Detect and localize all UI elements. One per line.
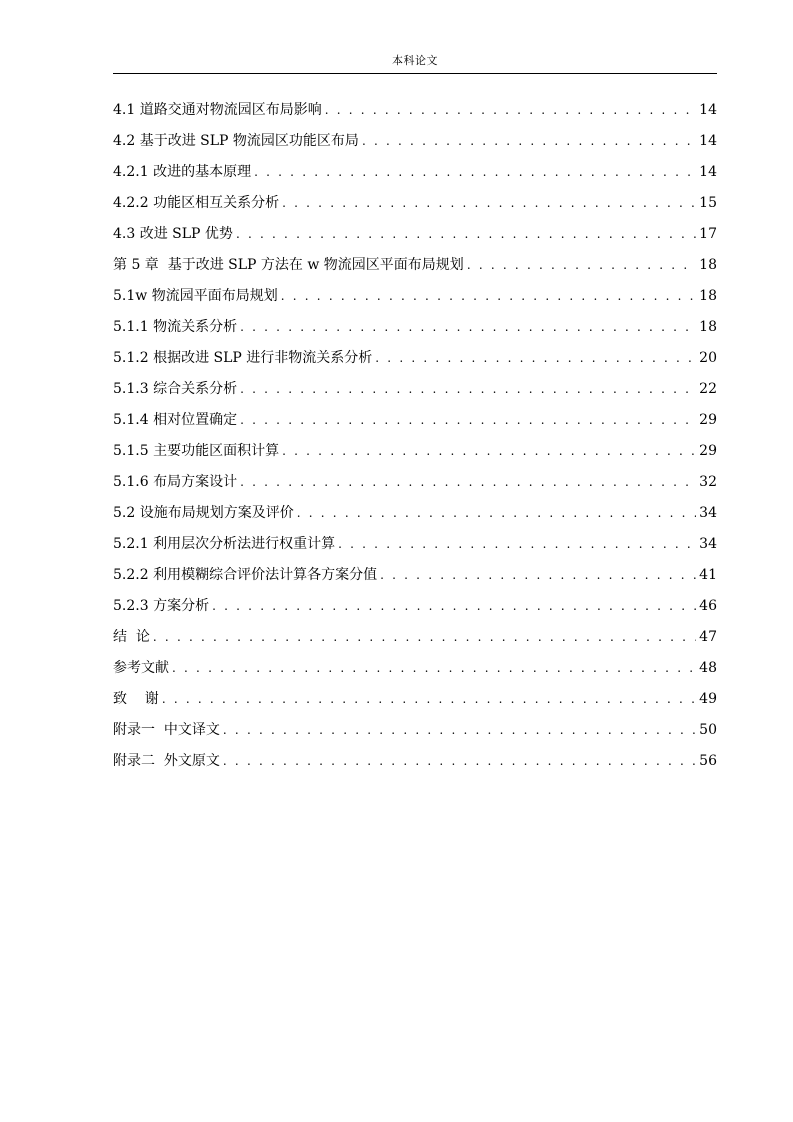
toc-entry-title: 5.1.1 物流关系分析 xyxy=(113,319,238,335)
toc-dot-leader xyxy=(297,501,696,525)
toc-entry[interactable] xyxy=(113,749,717,780)
toc-entry[interactable] xyxy=(113,160,717,191)
toc-dot-leader xyxy=(172,656,696,680)
toc-entry[interactable] xyxy=(113,594,717,625)
toc-dot-leader xyxy=(236,222,696,246)
toc-dot-leader xyxy=(240,377,696,401)
toc-dot-leader xyxy=(240,408,696,432)
toc-entry-page-number: 34 xyxy=(699,505,717,521)
toc-dot-leader xyxy=(325,98,696,122)
toc-dot-leader xyxy=(375,346,696,370)
toc-entry-page-number: 17 xyxy=(699,226,717,242)
toc-entry[interactable] xyxy=(113,470,717,501)
toc-dot-leader xyxy=(380,563,696,587)
toc-entry[interactable] xyxy=(113,129,717,160)
toc-entry[interactable] xyxy=(113,191,717,222)
toc-entry-title: 致 谢 xyxy=(113,691,159,707)
toc-entry-title: 5.2.1 利用层次分析法进行权重计算 xyxy=(113,536,336,552)
toc-dot-leader xyxy=(282,439,696,463)
table-of-contents xyxy=(113,98,717,780)
toc-entry-title: 4.2.2 功能区相互关系分析 xyxy=(113,195,280,211)
toc-entry[interactable] xyxy=(113,563,717,594)
header-rule xyxy=(113,73,717,74)
toc-entry[interactable] xyxy=(113,408,717,439)
toc-entry-title: 4.3 改进 SLP 优势 xyxy=(113,226,233,242)
toc-entry[interactable] xyxy=(113,656,717,687)
toc-entry-page-number: 46 xyxy=(699,598,717,614)
toc-entry-title: 4.1 道路交通对物流园区布局影响 xyxy=(113,102,322,118)
toc-entry[interactable] xyxy=(113,222,717,253)
toc-entry-page-number: 15 xyxy=(699,195,717,211)
toc-entry[interactable] xyxy=(113,625,717,656)
toc-dot-leader xyxy=(282,191,696,215)
toc-entry[interactable] xyxy=(113,346,717,377)
toc-entry-title: 附录二 外文原文 xyxy=(113,753,220,769)
toc-entry[interactable] xyxy=(113,439,717,470)
toc-entry-page-number: 14 xyxy=(699,133,717,149)
toc-entry[interactable] xyxy=(113,687,717,718)
toc-dot-leader xyxy=(240,315,696,339)
toc-dot-leader xyxy=(338,532,696,556)
toc-dot-leader xyxy=(162,687,696,711)
toc-dot-leader xyxy=(240,470,696,494)
toc-dot-leader xyxy=(362,129,696,153)
toc-entry-title: 5.1.3 综合关系分析 xyxy=(113,381,238,397)
toc-entry-page-number: 14 xyxy=(699,102,717,118)
toc-entry[interactable] xyxy=(113,718,717,749)
toc-entry-title: 5.1.5 主要功能区面积计算 xyxy=(113,443,280,459)
toc-entry-title: 5.1.4 相对位置确定 xyxy=(113,412,238,428)
toc-entry[interactable] xyxy=(113,532,717,563)
toc-dot-leader xyxy=(281,284,696,308)
toc-entry[interactable] xyxy=(113,253,717,284)
toc-entry-title: 5.1w 物流园平面布局规划 xyxy=(113,288,278,304)
toc-entry-page-number: 41 xyxy=(699,567,717,583)
toc-entry-page-number: 56 xyxy=(699,753,717,769)
toc-entry-page-number: 22 xyxy=(699,381,717,397)
toc-entry-page-number: 50 xyxy=(699,722,717,738)
toc-entry-title: 4.2.1 改进的基本原理 xyxy=(113,164,252,180)
toc-entry-title: 参考文献 xyxy=(113,660,169,676)
toc-entry-title: 5.2.3 方案分析 xyxy=(113,598,210,614)
toc-dot-leader xyxy=(254,160,696,184)
toc-entry-title: 第 5 章 基于改进 SLP 方法在 w 物流园区平面布局规划 xyxy=(113,257,464,273)
toc-entry-page-number: 32 xyxy=(699,474,717,490)
toc-entry-title: 结 论 xyxy=(113,629,150,645)
toc-entry[interactable] xyxy=(113,284,717,315)
toc-entry-title: 5.2 设施布局规划方案及评价 xyxy=(113,505,294,521)
toc-entry[interactable] xyxy=(113,315,717,346)
running-header: 本科论文 xyxy=(392,54,438,67)
toc-dot-leader xyxy=(223,749,696,773)
toc-entry-title: 附录一 中文译文 xyxy=(113,722,220,738)
toc-entry-title: 5.1.2 根据改进 SLP 进行非物流关系分析 xyxy=(113,350,373,366)
toc-entry-page-number: 49 xyxy=(699,691,717,707)
toc-entry[interactable] xyxy=(113,98,717,129)
toc-entry-title: 4.2 基于改进 SLP 物流园区功能区布局 xyxy=(113,133,359,149)
toc-entry-page-number: 14 xyxy=(699,164,717,180)
toc-entry[interactable] xyxy=(113,377,717,408)
toc-dot-leader xyxy=(467,253,696,277)
toc-entry-page-number: 34 xyxy=(699,536,717,552)
toc-entry-page-number: 20 xyxy=(699,350,717,366)
toc-entry-page-number: 29 xyxy=(699,443,717,459)
toc-entry-page-number: 48 xyxy=(699,660,717,676)
toc-entry-page-number: 18 xyxy=(699,288,717,304)
toc-entry-page-number: 47 xyxy=(699,629,717,645)
toc-dot-leader xyxy=(223,718,696,742)
toc-dot-leader xyxy=(153,625,696,649)
toc-entry-title: 5.1.6 布局方案设计 xyxy=(113,474,238,490)
toc-dot-leader xyxy=(212,594,696,618)
toc-entry-page-number: 18 xyxy=(699,319,717,335)
toc-entry-page-number: 29 xyxy=(699,412,717,428)
toc-entry-title: 5.2.2 利用模糊综合评价法计算各方案分值 xyxy=(113,567,378,583)
toc-entry-page-number: 18 xyxy=(699,257,717,273)
toc-entry[interactable] xyxy=(113,501,717,532)
